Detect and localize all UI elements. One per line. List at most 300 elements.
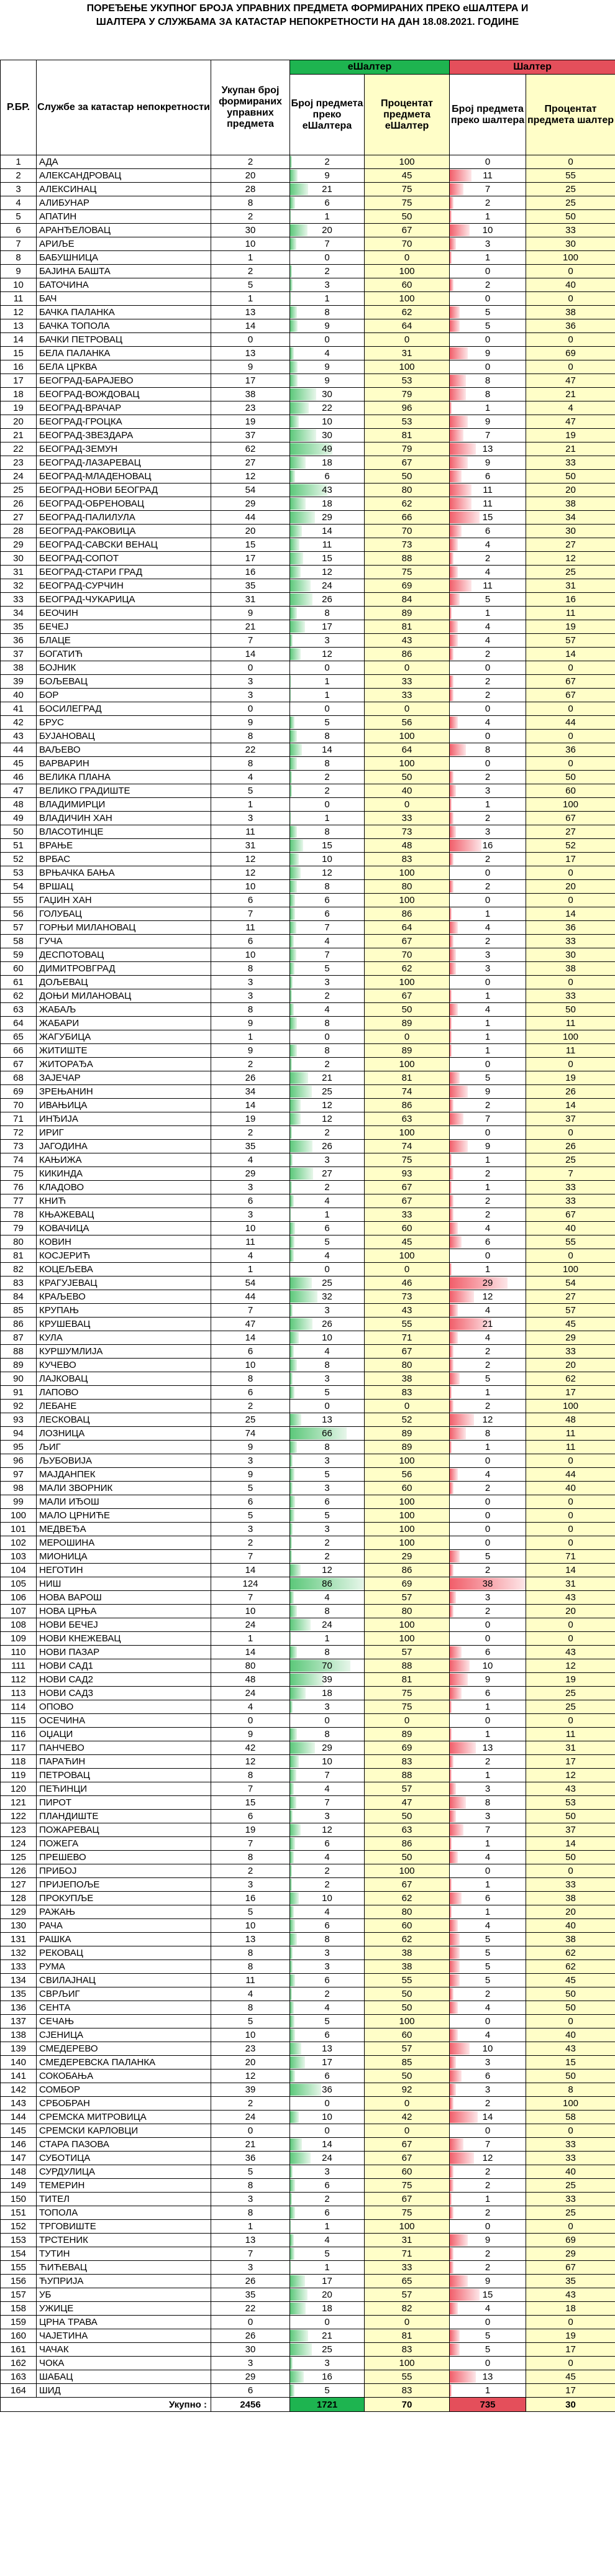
cell-e-pct: 70 bbox=[365, 525, 450, 538]
cell-total: 3 bbox=[211, 976, 290, 989]
cell-sluzba: РАЧА bbox=[37, 1919, 211, 1933]
cell-s-pct: 100 bbox=[526, 1030, 615, 1044]
cell-total: 62 bbox=[211, 442, 290, 456]
cell-e-pct: 33 bbox=[365, 675, 450, 689]
cell-e-count bbox=[290, 1126, 365, 1140]
cell-e-count bbox=[290, 1618, 365, 1632]
cell-sluzba: УБ bbox=[37, 2288, 211, 2302]
cell-s-count bbox=[450, 2193, 526, 2206]
eshalter-databar bbox=[290, 1222, 295, 1234]
totals-e-pct: 70 bbox=[365, 2398, 450, 2412]
cell-e-count bbox=[290, 1878, 365, 1892]
cell-value: 9 bbox=[485, 348, 491, 359]
cell-e-pct: 81 bbox=[365, 429, 450, 442]
cell-s-pct: 0 bbox=[526, 2124, 615, 2138]
cell-total: 13 bbox=[211, 306, 290, 319]
cell-sluzba: БЕЛА ЦРКВА bbox=[37, 360, 211, 374]
table-row bbox=[1, 333, 615, 347]
cell-total: 44 bbox=[211, 1290, 290, 1304]
cell-sluzba: ЛАПОВО bbox=[37, 1386, 211, 1400]
cell-total: 11 bbox=[211, 921, 290, 935]
shalter-databar bbox=[450, 1236, 462, 1248]
cell-rb: 127 bbox=[1, 1878, 37, 1892]
eshalter-databar bbox=[290, 2084, 321, 2096]
cell-total: 4 bbox=[211, 771, 290, 784]
cell-e-pct: 70 bbox=[365, 948, 450, 962]
cell-value: 6 bbox=[485, 1893, 491, 1904]
cell-e-pct: 60 bbox=[365, 1919, 450, 1933]
shalter-databar bbox=[450, 2002, 458, 2014]
cell-value: 1 bbox=[485, 608, 491, 618]
cell-e-pct: 47 bbox=[365, 1796, 450, 1810]
cell-s-count bbox=[450, 456, 526, 470]
cell-total: 4 bbox=[211, 1249, 290, 1263]
table-row bbox=[1, 292, 615, 306]
cell-s-count bbox=[450, 1208, 526, 1222]
shalter-databar bbox=[450, 1428, 466, 1439]
cell-e-count bbox=[290, 360, 365, 374]
cell-e-pct: 73 bbox=[365, 825, 450, 839]
cell-sluzba: ЛЕБАНЕ bbox=[37, 1400, 211, 1413]
cell-value: 12 bbox=[482, 1291, 493, 1302]
cell-sluzba: ЦРНА ТРАВА bbox=[37, 2316, 211, 2329]
table-row bbox=[1, 1441, 615, 1454]
cell-value: 12 bbox=[322, 1100, 332, 1111]
cell-s-count bbox=[450, 784, 526, 798]
cell-e-count bbox=[290, 1085, 365, 1099]
cell-total: 19 bbox=[211, 1823, 290, 1837]
cell-s-count bbox=[450, 976, 526, 989]
cell-s-count bbox=[450, 1728, 526, 1741]
cell-s-pct: 57 bbox=[526, 634, 615, 648]
cell-rb: 105 bbox=[1, 1577, 37, 1591]
cell-s-pct: 0 bbox=[526, 702, 615, 716]
cell-s-pct: 25 bbox=[526, 2206, 615, 2220]
eshalter-databar bbox=[290, 1455, 293, 1467]
eshalter-databar bbox=[290, 2234, 294, 2246]
shalter-databar bbox=[450, 2262, 453, 2273]
cell-s-count bbox=[450, 196, 526, 210]
eshalter-databar bbox=[290, 840, 303, 851]
cell-rb: 48 bbox=[1, 798, 37, 812]
cell-value: 5 bbox=[485, 1961, 491, 1972]
table-row bbox=[1, 716, 615, 730]
cell-sluzba: ВАЉЕВО bbox=[37, 743, 211, 757]
table-row bbox=[1, 839, 615, 853]
cell-e-pct: 100 bbox=[365, 866, 450, 880]
cell-value: 2 bbox=[324, 1538, 330, 1548]
cell-rb: 142 bbox=[1, 2083, 37, 2097]
cell-rb: 119 bbox=[1, 1769, 37, 1782]
cell-rb: 29 bbox=[1, 538, 37, 552]
eshalter-databar bbox=[290, 1756, 299, 1767]
cell-sluzba: БЕОГРАД-БАРАЈЕВО bbox=[37, 374, 211, 388]
eshalter-databar bbox=[290, 949, 296, 961]
cell-s-count bbox=[450, 1509, 526, 1523]
cell-e-count bbox=[290, 2056, 365, 2070]
cell-e-count bbox=[290, 2329, 365, 2343]
cell-s-count bbox=[450, 2124, 526, 2138]
cell-total: 20 bbox=[211, 2056, 290, 2070]
cell-value: 1 bbox=[485, 1442, 491, 1452]
cell-total: 14 bbox=[211, 1646, 290, 1659]
cell-rb: 123 bbox=[1, 1823, 37, 1837]
cell-value: 4 bbox=[324, 1250, 330, 1261]
cell-s-count bbox=[450, 2138, 526, 2152]
cell-sluzba: БЕЧЕЈ bbox=[37, 620, 211, 634]
cell-e-pct: 0 bbox=[365, 2124, 450, 2138]
cell-s-count bbox=[450, 1058, 526, 1071]
cell-s-pct: 44 bbox=[526, 1468, 615, 1482]
cell-total: 1 bbox=[211, 292, 290, 306]
cell-value: 2 bbox=[485, 1565, 491, 1575]
cell-s-count bbox=[450, 319, 526, 333]
cell-sluzba: ЖАГУБИЦА bbox=[37, 1030, 211, 1044]
cell-s-pct: 40 bbox=[526, 2165, 615, 2179]
cell-sluzba: МАЈДАНПЕК bbox=[37, 1468, 211, 1482]
cell-value: 2 bbox=[324, 772, 330, 782]
cell-e-pct: 50 bbox=[365, 210, 450, 224]
cell-total: 1 bbox=[211, 2220, 290, 2234]
cell-value: 1 bbox=[485, 1032, 491, 1042]
eshalter-databar bbox=[290, 2248, 294, 2260]
eshalter-databar bbox=[290, 1291, 317, 1303]
cell-s-pct: 31 bbox=[526, 579, 615, 593]
cell-s-pct: 0 bbox=[526, 1454, 615, 1468]
cell-rb: 95 bbox=[1, 1441, 37, 1454]
cell-value: 2 bbox=[485, 1756, 491, 1767]
cell-value: 1 bbox=[485, 1770, 491, 1781]
table-row bbox=[1, 1673, 615, 1687]
eshalter-databar bbox=[290, 1072, 308, 1084]
cell-value: 15 bbox=[322, 840, 332, 851]
cell-value: 6 bbox=[324, 2207, 330, 2218]
cell-e-count bbox=[290, 743, 365, 757]
cell-s-pct: 40 bbox=[526, 1482, 615, 1495]
cell-total: 12 bbox=[211, 866, 290, 880]
cell-e-count bbox=[290, 415, 365, 429]
cell-e-count bbox=[290, 579, 365, 593]
cell-e-pct: 67 bbox=[365, 1345, 450, 1359]
totals-e-count: 1721 bbox=[290, 2398, 365, 2412]
eshalter-databar bbox=[290, 1920, 295, 1932]
cell-e-count bbox=[290, 1386, 365, 1400]
shalter-databar bbox=[450, 2330, 460, 2342]
cell-total: 0 bbox=[211, 661, 290, 675]
cell-sluzba: ВЕЛИКО ГРАДИШТЕ bbox=[37, 784, 211, 798]
shalter-databar bbox=[450, 826, 456, 838]
table-row bbox=[1, 1700, 615, 1714]
cell-total: 10 bbox=[211, 880, 290, 894]
cell-sluzba: ИНЂИЈА bbox=[37, 1112, 211, 1126]
cell-e-pct: 50 bbox=[365, 1987, 450, 2001]
cell-s-count bbox=[450, 2329, 526, 2343]
table-row bbox=[1, 183, 615, 196]
cell-s-pct: 0 bbox=[526, 1523, 615, 1536]
cell-e-count bbox=[290, 1482, 365, 1495]
cell-s-count bbox=[450, 689, 526, 702]
table-row bbox=[1, 2370, 615, 2384]
cell-rb: 1 bbox=[1, 155, 37, 169]
cell-rb: 11 bbox=[1, 292, 37, 306]
totals-s-pct: 30 bbox=[526, 2398, 615, 2412]
shalter-databar bbox=[450, 1824, 463, 1836]
table-row bbox=[1, 1782, 615, 1796]
cell-e-pct: 57 bbox=[365, 1591, 450, 1605]
table-row bbox=[1, 1892, 615, 1905]
cell-e-count bbox=[290, 853, 365, 866]
cell-s-count bbox=[450, 2015, 526, 2028]
cell-s-count bbox=[450, 1085, 526, 1099]
table-row bbox=[1, 935, 615, 948]
eshalter-databar bbox=[290, 1086, 312, 1098]
eshalter-databar bbox=[290, 375, 298, 387]
cell-value: 0 bbox=[324, 1401, 330, 1411]
cell-value: 10 bbox=[482, 225, 493, 236]
cell-s-count bbox=[450, 1700, 526, 1714]
cell-value: 0 bbox=[485, 2221, 491, 2232]
cell-e-pct: 89 bbox=[365, 1044, 450, 1058]
shalter-databar bbox=[450, 197, 453, 209]
cell-e-pct: 75 bbox=[365, 1700, 450, 1714]
cell-e-pct: 100 bbox=[365, 155, 450, 169]
cell-sluzba: КРАЉЕВО bbox=[37, 1290, 211, 1304]
shalter-databar bbox=[450, 1332, 458, 1344]
cell-value: 3 bbox=[324, 635, 330, 646]
cell-sluzba: БЕОГРАД-САВСКИ ВЕНАЦ bbox=[37, 538, 211, 552]
cell-value: 8 bbox=[324, 608, 330, 618]
cell-value: 6 bbox=[485, 2071, 491, 2081]
cell-sluzba: ДОЉЕВАЦ bbox=[37, 976, 211, 989]
table-row bbox=[1, 210, 615, 224]
shalter-databar bbox=[450, 306, 460, 318]
cell-value: 9 bbox=[485, 1141, 491, 1152]
shalter-databar bbox=[450, 744, 466, 756]
cell-rb: 144 bbox=[1, 2111, 37, 2124]
cell-e-pct: 50 bbox=[365, 771, 450, 784]
cell-value: 3 bbox=[485, 827, 491, 837]
eshalter-databar bbox=[290, 2371, 304, 2383]
cell-e-pct: 100 bbox=[365, 730, 450, 743]
table-row bbox=[1, 360, 615, 374]
cell-s-count bbox=[450, 484, 526, 497]
cell-s-count bbox=[450, 593, 526, 607]
shalter-databar bbox=[450, 211, 452, 222]
cell-sluzba: ПЕТРОВАЦ bbox=[37, 1769, 211, 1782]
cell-value: 1 bbox=[485, 211, 491, 222]
cell-s-count bbox=[450, 1263, 526, 1277]
cell-value: 4 bbox=[485, 1223, 491, 1234]
cell-value: 13 bbox=[482, 1743, 493, 1753]
cell-e-pct: 38 bbox=[365, 1946, 450, 1960]
cell-e-pct: 0 bbox=[365, 2097, 450, 2111]
cell-e-pct: 62 bbox=[365, 497, 450, 511]
cell-s-count bbox=[450, 2343, 526, 2357]
cell-value: 38 bbox=[482, 1579, 493, 1589]
cell-s-pct: 0 bbox=[526, 730, 615, 743]
shalter-databar bbox=[450, 2097, 453, 2109]
cell-value: 0 bbox=[485, 704, 491, 714]
cell-s-count bbox=[450, 251, 526, 265]
cell-e-count bbox=[290, 1851, 365, 1864]
cell-sluzba: ТИТЕЛ bbox=[37, 2193, 211, 2206]
cell-sluzba: НОВИ ПАЗАР bbox=[37, 1646, 211, 1659]
cell-s-count bbox=[450, 2247, 526, 2261]
cell-rb: 135 bbox=[1, 1987, 37, 2001]
cell-sluzba: НОВА ЦРЊА bbox=[37, 1605, 211, 1618]
eshalter-databar bbox=[290, 1523, 293, 1535]
cell-sluzba: ЛОЗНИЦА bbox=[37, 1427, 211, 1441]
cell-rb: 129 bbox=[1, 1905, 37, 1919]
cell-total: 1 bbox=[211, 1632, 290, 1646]
cell-value: 2 bbox=[485, 1401, 491, 1411]
shalter-databar bbox=[450, 1605, 453, 1617]
eshalter-databar bbox=[290, 1345, 294, 1357]
cell-e-count bbox=[290, 1454, 365, 1468]
cell-e-count bbox=[290, 634, 365, 648]
cell-total: 3 bbox=[211, 1181, 290, 1194]
cell-s-count bbox=[450, 511, 526, 525]
eshalter-databar bbox=[290, 1332, 299, 1344]
cell-e-pct: 55 bbox=[365, 1974, 450, 1987]
eshalter-databar bbox=[290, 1181, 292, 1193]
cell-e-count bbox=[290, 1782, 365, 1796]
cell-s-pct: 15 bbox=[526, 2056, 615, 2070]
cell-total: 2 bbox=[211, 210, 290, 224]
eshalter-databar bbox=[290, 429, 316, 441]
eshalter-databar bbox=[290, 894, 295, 906]
cell-value: 14 bbox=[322, 745, 332, 755]
cell-value: 0 bbox=[485, 1620, 491, 1630]
cell-rb: 88 bbox=[1, 1345, 37, 1359]
table-row bbox=[1, 251, 615, 265]
cell-rb: 141 bbox=[1, 2070, 37, 2083]
cell-value: 0 bbox=[485, 1633, 491, 1644]
cell-e-pct: 83 bbox=[365, 1386, 450, 1400]
table-row bbox=[1, 415, 615, 429]
cell-rb: 96 bbox=[1, 1454, 37, 1468]
cell-value: 3 bbox=[324, 1948, 330, 1958]
cell-total: 9 bbox=[211, 1044, 290, 1058]
cell-e-count bbox=[290, 442, 365, 456]
eshalter-databar bbox=[290, 1277, 312, 1289]
table-row bbox=[1, 1796, 615, 1810]
cell-e-count bbox=[290, 1345, 365, 1359]
cell-e-pct: 100 bbox=[365, 2220, 450, 2234]
cell-value: 8 bbox=[324, 827, 330, 837]
cell-rb: 24 bbox=[1, 470, 37, 484]
table-row bbox=[1, 894, 615, 907]
cell-e-pct: 40 bbox=[365, 784, 450, 798]
table-row bbox=[1, 675, 615, 689]
shalter-databar bbox=[450, 375, 466, 387]
shalter-databar bbox=[450, 1031, 452, 1043]
cell-total: 54 bbox=[211, 484, 290, 497]
cell-s-pct: 33 bbox=[526, 2138, 615, 2152]
cell-sluzba: ПОЖЕГА bbox=[37, 1837, 211, 1851]
eshalter-databar bbox=[290, 224, 308, 236]
cell-value: 2 bbox=[485, 772, 491, 782]
cell-s-pct: 50 bbox=[526, 1851, 615, 1864]
cell-sluzba: КРУПАЊ bbox=[37, 1304, 211, 1318]
cell-sluzba: ЗРЕЊАНИН bbox=[37, 1085, 211, 1099]
cell-s-pct: 38 bbox=[526, 306, 615, 319]
cell-s-pct: 43 bbox=[526, 1591, 615, 1605]
cell-e-count bbox=[290, 989, 365, 1003]
cell-sluzba: ЉУБОВИЈА bbox=[37, 1454, 211, 1468]
cell-rb: 126 bbox=[1, 1864, 37, 1878]
cell-s-count bbox=[450, 716, 526, 730]
cell-s-pct: 40 bbox=[526, 1919, 615, 1933]
cell-value: 4 bbox=[324, 348, 330, 359]
cell-e-pct: 75 bbox=[365, 1153, 450, 1167]
table-row bbox=[1, 620, 615, 634]
cell-s-pct: 33 bbox=[526, 456, 615, 470]
shalter-databar bbox=[450, 785, 456, 797]
cell-value: 2 bbox=[324, 786, 330, 796]
cell-rb: 70 bbox=[1, 1099, 37, 1112]
cell-value: 0 bbox=[485, 1497, 491, 1507]
cell-rb: 16 bbox=[1, 360, 37, 374]
eshalter-databar bbox=[290, 2138, 302, 2150]
cell-s-pct: 36 bbox=[526, 319, 615, 333]
cell-e-pct: 100 bbox=[365, 894, 450, 907]
cell-e-pct: 100 bbox=[365, 757, 450, 771]
cell-s-pct: 0 bbox=[526, 1495, 615, 1509]
cell-sluzba: ЧОКА bbox=[37, 2357, 211, 2370]
shalter-databar bbox=[450, 621, 458, 633]
cell-rb: 147 bbox=[1, 2152, 37, 2165]
cell-total: 2 bbox=[211, 1126, 290, 1140]
cell-sluzba: БЕОГРАД-РАКОВИЦА bbox=[37, 525, 211, 538]
cell-sluzba: ВЕЛИКА ПЛАНА bbox=[37, 771, 211, 784]
cell-total: 9 bbox=[211, 1441, 290, 1454]
eshalter-databar bbox=[290, 935, 294, 947]
table-row bbox=[1, 2384, 615, 2398]
shalter-databar bbox=[450, 1209, 453, 1221]
cell-value: 17 bbox=[322, 621, 332, 632]
shalter-databar bbox=[450, 1195, 453, 1207]
cell-sluzba: СРЕМСКИ КАРЛОВЦИ bbox=[37, 2124, 211, 2138]
cell-total: 10 bbox=[211, 1605, 290, 1618]
cell-value: 0 bbox=[485, 266, 491, 277]
table-row bbox=[1, 1181, 615, 1194]
cell-rb: 156 bbox=[1, 2275, 37, 2288]
cell-s-count bbox=[450, 1591, 526, 1605]
cell-value: 9 bbox=[485, 1674, 491, 1685]
shalter-databar bbox=[450, 1291, 474, 1303]
cell-s-pct: 0 bbox=[526, 894, 615, 907]
cell-rb: 68 bbox=[1, 1071, 37, 1085]
cell-value: 2 bbox=[485, 1209, 491, 1220]
shalter-databar bbox=[450, 457, 468, 469]
table-row bbox=[1, 2015, 615, 2028]
cell-value: 4 bbox=[485, 1004, 491, 1015]
cell-e-pct: 67 bbox=[365, 2193, 450, 2206]
eshalter-databar bbox=[290, 279, 293, 291]
cell-sluzba: ТОПОЛА bbox=[37, 2206, 211, 2220]
cell-value: 6 bbox=[324, 1497, 330, 1507]
cell-sluzba: НОВИ САД2 bbox=[37, 1673, 211, 1687]
cell-e-count bbox=[290, 2097, 365, 2111]
cell-s-pct: 19 bbox=[526, 620, 615, 634]
cell-s-count bbox=[450, 1331, 526, 1345]
cell-total: 10 bbox=[211, 948, 290, 962]
cell-e-count bbox=[290, 224, 365, 237]
cell-sluzba: ДЕСПОТОВАЦ bbox=[37, 948, 211, 962]
table-row bbox=[1, 2056, 615, 2070]
shalter-databar bbox=[450, 2275, 468, 2287]
